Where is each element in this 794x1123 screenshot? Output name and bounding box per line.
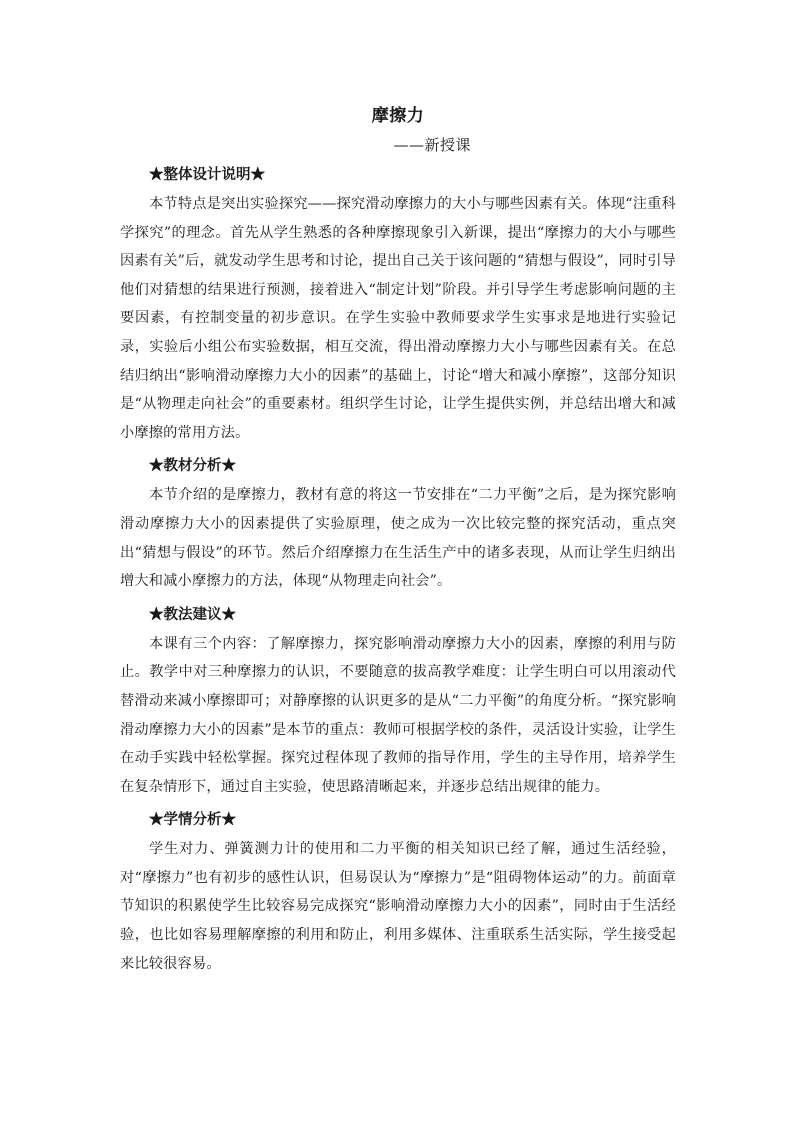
section-heading: ★教材分析★ xyxy=(149,457,236,475)
section-paragraph: 学生对力、弹簧测力计的使用和二力平衡的相关知识已经了解，通过生活经验，对“摩擦力”也有初步的感性认识，但易误认为“摩擦力”是“阻碍物体运动”的力。前面章节知识的积累使学生比较容易完成探究“影响滑动摩擦力大小的因素”，同时由于生活经验，也比如容易理解摩擦的利用和防止，利用多媒体、注重联系生活实际，学生接受起来比较很容易。 xyxy=(120,841,676,972)
section-heading: ★教法建议★ xyxy=(149,605,236,623)
section-heading: ★学情分析★ xyxy=(149,811,236,829)
section-teaching-suggestions xyxy=(120,603,676,802)
section-paragraph: 本节特点是突出实验探究——探究滑动摩擦力的大小与哪些因素有关。体现“注重科学探究”的理念。首先从学生熟悉的各种摩擦现象引入新课，提出“摩擦力的大小与哪些因素有关”后，就发动学生思考和讨论，提出自己关于该问题的“猜想与假设”，同时引导他们对猜想的结果进行预测，接着进入“制定计划”阶段。并引导学生考虑影响问题的主要因素，有控制变量的初步意识。在学生实验中教师要求学生实事求是地进行实验记录，实验后小组公布实验数据，相互交流，得出滑动摩擦力大小与哪些因素有关。在总结归纳出“影响滑动摩擦力大小的因素”的基础上，讨论“增大和减小摩擦”，这部分知识是“从物理走向社会”的重要素材。组织学生讨论，让学生提供实例，并总结出增大和减小摩擦的常用方法。 xyxy=(120,196,676,441)
section-paragraph: 本节介绍的是摩擦力，教材有意的将这一节安排在“二力平衡”之后，是为探究影响滑动摩擦力大小的因素提供了实验原理，使之成为一次比较完整的探究活动，重点突出“猜想与假设”的环节。然后介绍摩擦力在生活生产中的诸多表现，从而让学生归纳出增大和减小摩擦力的方法，体现“从物理走向社会”。 xyxy=(120,487,676,590)
document-title: 摩擦力 xyxy=(371,106,425,126)
section-overall-design xyxy=(120,163,676,447)
section-heading: ★整体设计说明★ xyxy=(149,166,265,183)
document-subtitle: ——新授课 xyxy=(393,136,471,154)
section-paragraph: 本课有三个内容：了解摩擦力，探究影响滑动摩擦力大小的因素，摩擦的利用与防止。教学中对三种摩擦力的认识，不要随意的拔高教学难度：让学生明白可以用滚动代替滑动来减小摩擦即可；对静摩擦的认识更多的是从“二力平衡”的角度分析。“探究影响滑动摩擦力大小的因素”是本节的重点：教师可根据学校的条件，灵活设计实验，让学生在动手实践中轻松掌握。探究过程体现了教师的指导作用，学生的主导作用，培养学生在复杂情形下，通过自主实验，使思路清晰起来，并逐步总结出规律的能力。 xyxy=(120,635,676,795)
document-content xyxy=(120,104,676,978)
section-student-analysis xyxy=(120,808,676,978)
section-textbook-analysis xyxy=(120,454,676,595)
